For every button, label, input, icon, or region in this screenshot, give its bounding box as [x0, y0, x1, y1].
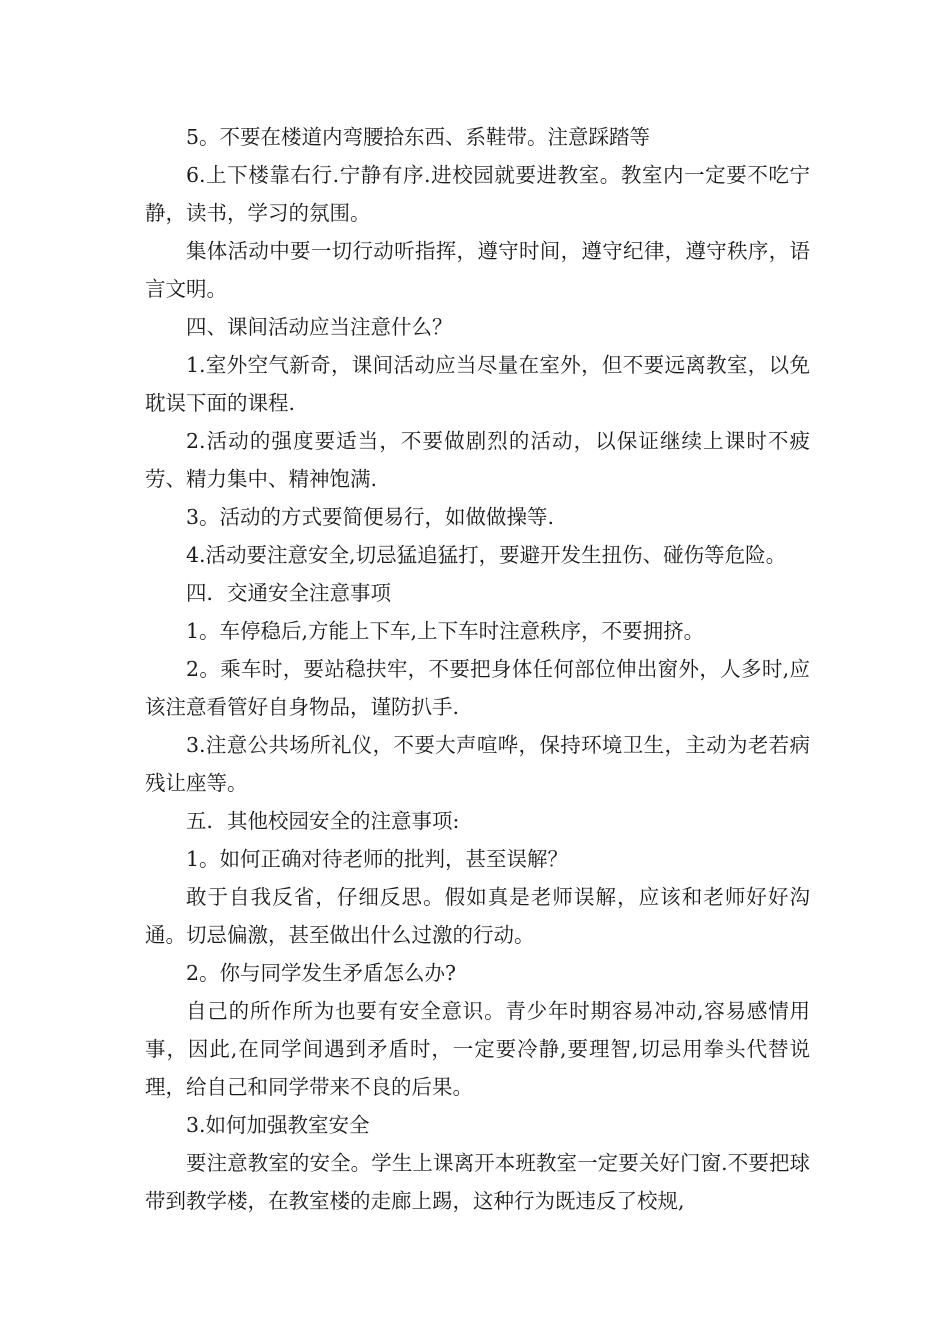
answer-classroom-safety: 要注意教室的安全。学生上课离开本班教室一定要关好门窗.不要把球带到教学楼，在教室楼的走廊上踢，这种行为既违反了校规,: [145, 1151, 810, 1213]
paragraph-break-item-2: 2.活动的强度要适当，不要做剧烈的活动，以保证继续上课时不疲劳、精力集中、精神饱满.: [145, 429, 810, 491]
answer-classmate-conflict: 自己的所作所为也要有安全意识。青少年时期容易冲动,容易感情用事，因此,在同学间遇到矛盾时，一定要冷静,要理智,切忌用拳头代替说理，给自己和同学带来不良的后果。: [145, 999, 810, 1099]
paragraph-break-item-1: 1.室外空气新奇，课间活动应当尽量在室外，但不要远离教室，以免耽误下面的课程.: [145, 353, 810, 415]
paragraph-stair-item-6: 6.上下楼靠右行.宁静有序.进校园就要进教室。教室内一定要不吃宁静，读书，学习的氛围。: [145, 163, 810, 225]
paragraph-group-activity: 集体活动中要一切行动听指挥，遵守时间，遵守纪律，遵守秩序，语言文明。: [145, 239, 810, 301]
document-body: [145, 118, 810, 1220]
paragraph-stair-item-5: 5。不要在楼道内弯腰拾东西、系鞋带。注意踩踏等: [186, 125, 651, 149]
paragraph-traffic-item-1: 1。车停稳后,方能上下车,上下车时注意秩序，不要拥挤。: [186, 619, 705, 643]
paragraph-break-item-3: 3。活动的方式要简便易行，如做做操等.: [186, 505, 555, 529]
question-classroom-safety: 3.如何加强教室安全: [186, 1113, 370, 1137]
heading-traffic-safety: 四．交通安全注意事项: [186, 581, 391, 605]
paragraph-break-item-4: 4.活动要注意安全,切忌猛追猛打，要避开发生扭伤、碰伤等危险。: [186, 543, 787, 567]
question-teacher-criticism: 1。如何正确对待老师的批判，甚至误解？: [186, 847, 569, 871]
paragraph-traffic-item-3: 3.注意公共场所礼仪，不要大声喧哗，保持环境卫生，主动为老若病残让座等。: [145, 733, 810, 795]
paragraph-traffic-item-2: 2。乘车时，要站稳扶牢，不要把身体任何部位伸出窗外，人多时,应该注意看管好自身物品，谨防扒手.: [145, 657, 810, 719]
heading-other-safety: 五．其他校园安全的注意事项:: [186, 809, 460, 833]
question-classmate-conflict: 2。你与同学发生矛盾怎么办?: [186, 961, 457, 985]
answer-teacher-criticism: 敢于自我反省，仔细反思。假如真是老师误解，应该和老师好好沟通。切忌偏激，甚至做出什么过激的行动。: [145, 885, 810, 947]
heading-break-activities: 四、课间活动应当注意什么？: [186, 315, 453, 339]
